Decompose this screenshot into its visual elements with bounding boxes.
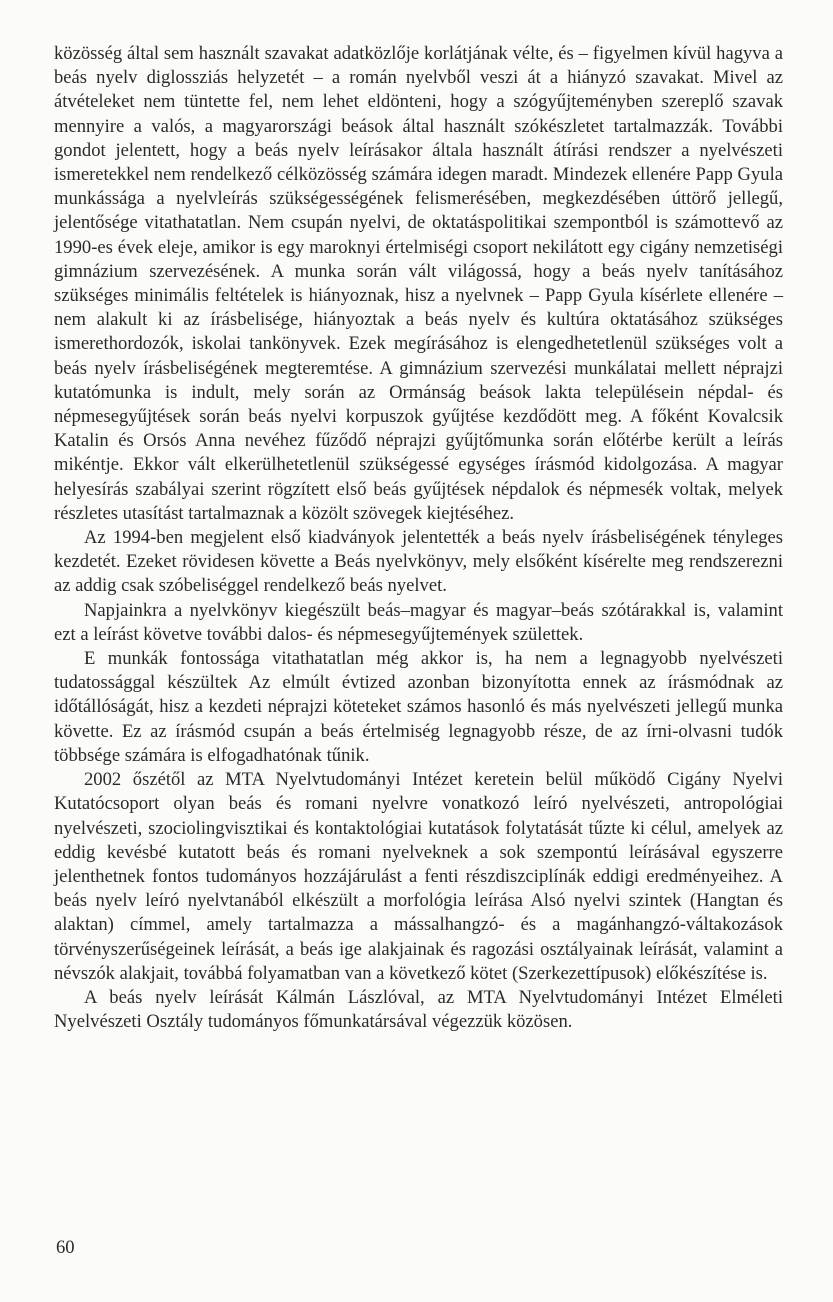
paragraph-4: E munkák fontossága vitathatatlan még akkor is, ha nem a legnagyobb nyelvészeti tudatossággal készültek Az elmúlt évtized azonban bizonyította ennek az írásmódnak az időtállóságát, hisz a kezdeti néprajzi köteteket számos hasonló és más nyelvészeti jellegű munka követte. Ez az írásmód csupán a beás értelmiség legnagyobb része, de az írni-olvasni tudók többsége számára is elfogadhatónak tűnik. [54,648,783,766]
page-number: 60 [56,1237,75,1258]
paragraph-1: közösség által sem használt szavakat adatközlője korlátjának vélte, és – figyelmen kívül hagyva a beás nyelv diglossziás helyzetét – a román nyelvből veszi át a hiányzó szavakat. Mivel az átvételeket nem tüntette fel, nem lehet eldönteni, hogy a szógyűjteményben szereplő szavak mennyire a valós, a magyarországi beások által használt szókészletet tartalmazzák. További gondot jelentett, hogy a beás nyelv leírásakor általa használt átírási rendszer a nyelvészeti ismeretekkel nem rendelkező célközösség számára idegen maradt. Mindezek ellenére Papp Gyula munkássága a nyelvleírás szükségességének felismerésében, megkezdésében úttörő jellegű, jelentősége vitathatatlan. Nem csupán nyelvi, de oktatáspolitikai szempontból is számottevő az 1990-es évek eleje, amikor is egy maroknyi értelmiségi csoport nekilátott egy cigány nemzetiségi gimnázium szervezésének. A munka során vált világossá, hogy a beás nyelv tanításához szükséges minimális feltételek is hiányoznak, hisz a nyelvnek – Papp Gyula kísérlete ellenére – nem alakult ki az írásbelisége, hiányoztak a beás nyelv és kultúra oktatásához szükséges ismerethordozók, iskolai tankönyvek. Ezek megírásához is elengedhetetlenül szükséges volt a beás nyelv írásbeliségének megteremtése. A gimnázium szervezési munkálatai mellett néprajzi kutatómunka is indult, mely során az Ormánság beások lakta településein népdal- és népmesegyűjtések során beás nyelvi korpuszok gyűjtése kezdődött meg. A főként Kovalcsik Katalin és Orsós Anna nevéhez fűződő néprajzi gyűjtőmunka során előtérbe került a leírás mikéntje. Ekkor vált elkerülhetetlenül szükségessé egységes írásmód kidolgozása. A magyar helyesírás szabályai szerint rögzített első beás gyűjtések népdalok és népmesék voltak, melyek részletes utasítást tartalmaznak a közölt szövegek kiejtéséhez. [54,43,783,524]
body-text [54,42,783,1034]
paragraph-6: A beás nyelv leírását Kálmán Lászlóval, az MTA Nyelvtudományi Intézet Elméleti Nyelvészeti Osztály tudományos főmunkatársával végezzük közösen. [54,986,783,1033]
paragraph-5: 2002 őszétől az MTA Nyelvtudományi Intézet keretein belül működő Cigány Nyelvi Kutatócsoport olyan beás és romani nyelvre vonatkozó leíró nyelvészeti, antropológiai nyelvészeti, szociolingvisztikai és kontaktológiai kutatások folytatását tűzte ki célul, amelyek az eddig kevésbé kutatott beás és romani nyelveknek a sok szempontú leírásával egyszerre jelenthetnek fontos tudományos hozzájárulást a fenti részdiszciplínák eddigi eredményeihez. A beás nyelv leíró nyelvtanából elkészült a morfológia leírása Alsó nyelvi szintek (Hangtan és alaktan) címmel, amely tartalmazza a mássalhangzó- és a magánhangzó-váltakozások törvényszerűségeinek leírását, a beás ige alakjainak és ragozási osztályainak leírását, valamint a névszók alakjait, továbbá folyamatban van a következő kötet (Szerkezettípusok) előkészítése is. [54,769,783,984]
paragraph-3: Napjainkra a nyelvkönyv kiegészült beás–magyar és magyar–beás szótárakkal is, valamint ezt a leírást követve további dalos- és népmesegyűjtemények születtek. [54,599,783,645]
paragraph-2: Az 1994-ben megjelent első kiadványok jelentették a beás nyelv írásbeliségének tényleges kezdetét. Ezeket rövidesen követte a Beás nyelvkönyv, mely elsőként kísérelte meg rendszerezni az addig csak szóbeliséggel rendelkező beás nyelvet. [54,527,783,597]
